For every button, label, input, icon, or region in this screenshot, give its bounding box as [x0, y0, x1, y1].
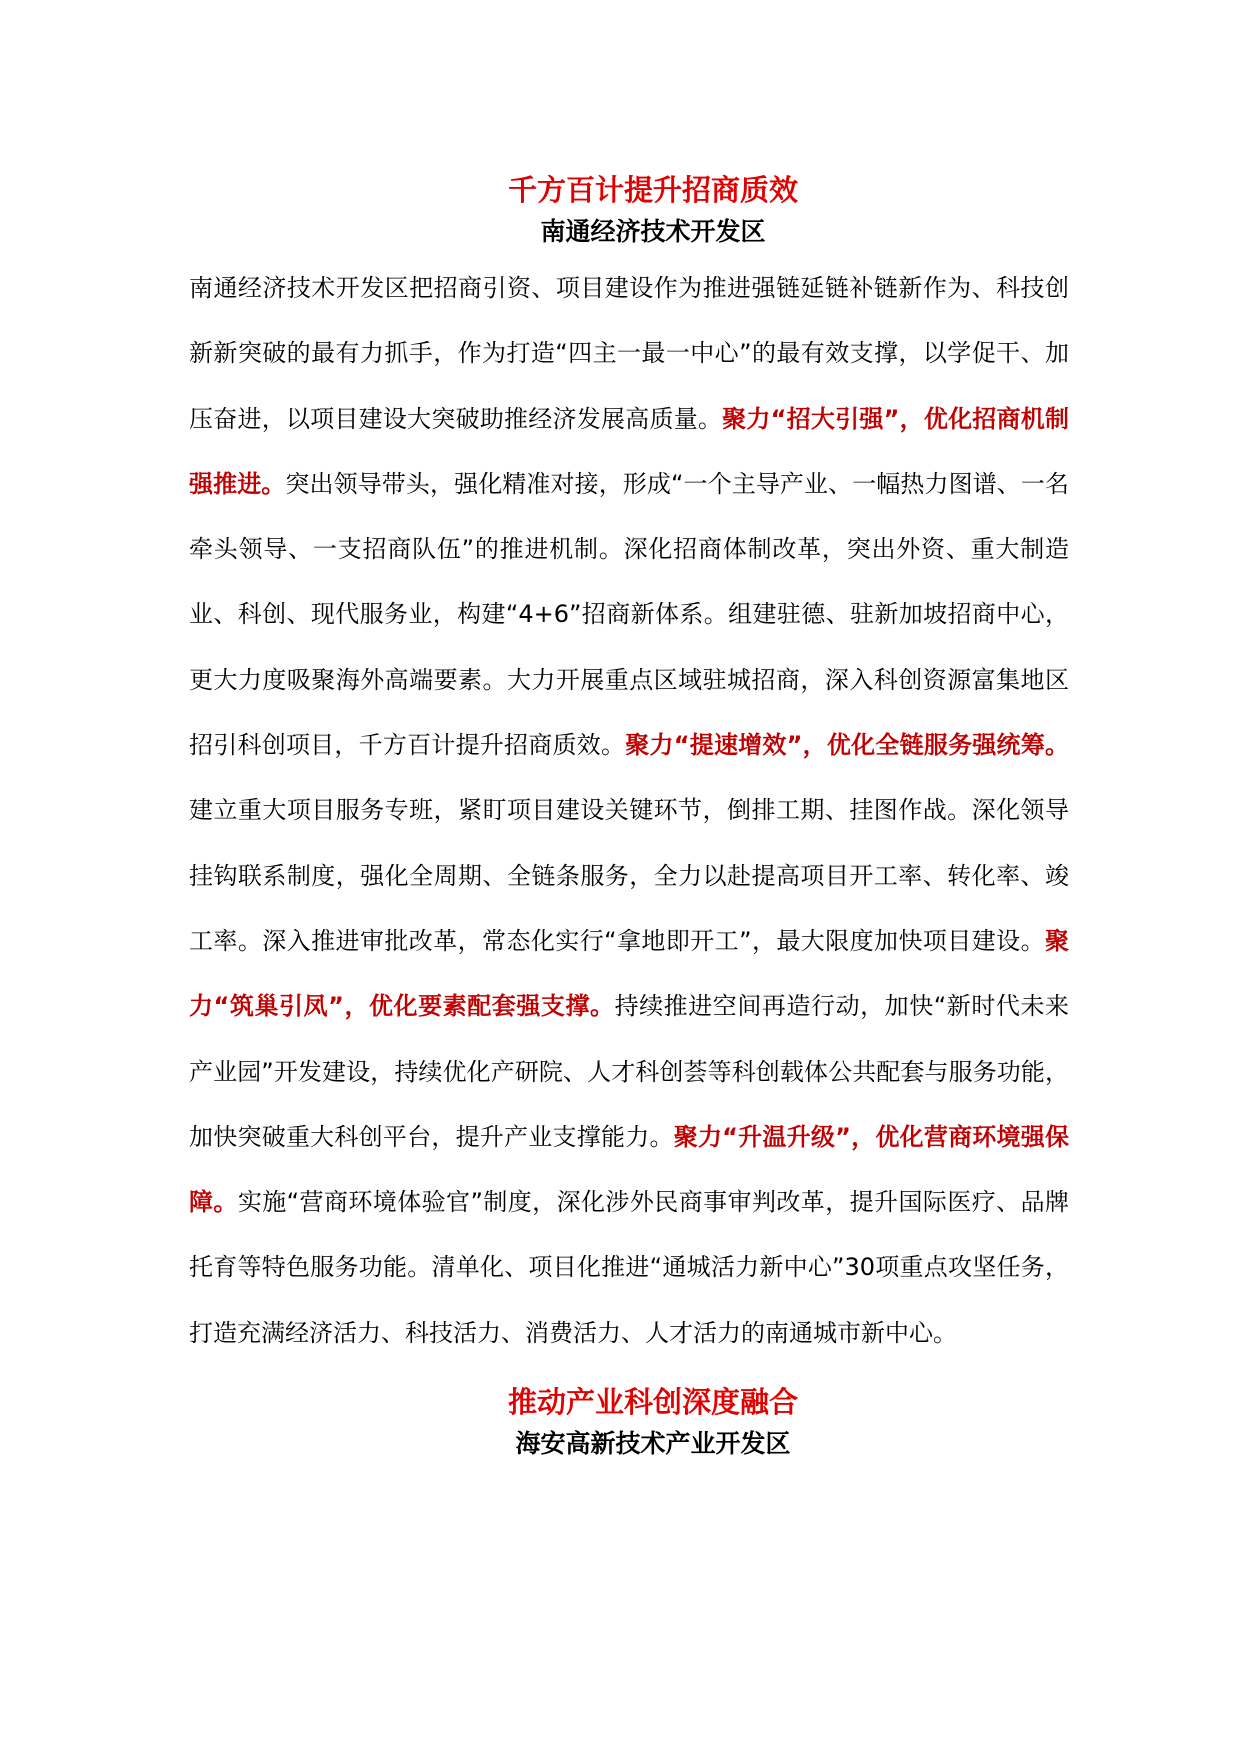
- highlight-heading: 聚力“筑巢引凤”，优化要素配套强支撑。: [189, 926, 1069, 1021]
- section-title: 推动产业科创深度融合: [507, 1385, 798, 1420]
- highlight-heading: 聚力“招大引强”，优化招商机制强推进。: [189, 404, 1070, 498]
- section-subtitle: 海安高新技术产业开发区: [515, 1429, 791, 1459]
- section-title: 千方百计提升招商质效: [507, 173, 798, 207]
- section-subtitle: 南通经济技术开发区: [540, 217, 766, 246]
- body-text-segment: 实施“营商环境体验官”制度，深化涉外民商事审判改革，提升国际医疗、品牌托育等特色服务功能。清单化、项目化推进“通城活力新中心”30项重点攻坚任务，打造充满经济活力、科技活力、消费活力、人才活力的南通城市新中心。: [189, 1188, 1069, 1347]
- body-text-segment: 建立重大项目服务专班，紧盯项目建设关键环节，倒排工期、挂图作战。深化领导挂钩联系制度，强化全周期、全链条服务，全力以赴提高项目开工率、转化率、竣工率。深入推进审批改革，常态化实行“拿地即开工”，最大限度加快项目建设。: [189, 796, 1069, 955]
- body-text-segment: 持续推进空间再造行动，加快“新时代未来产业园”开发建设，持续优化产研院、人才科创荟等科创载体公共配套与服务功能，加快突破重大科创平台，提升产业支撑能力。: [189, 992, 1070, 1151]
- document-page: [189, 168, 1069, 1468]
- section-2: [189, 1380, 1069, 1464]
- highlight-heading: 聚力“升温升级”，优化营商环境强保障。: [189, 1122, 1070, 1217]
- body-text-segment: 南通经济技术开发区把招商引资、项目建设作为推进强链延链补链新作为、科技创新新突破的最有力抓手，作为打造“四主一最一中心”的最有效支撑，以学促干、加压奋进，以项目建设大突破助推经济发展高质量。: [189, 274, 1069, 433]
- body-paragraph: [189, 256, 1069, 1366]
- highlight-heading: 聚力“提速增效”，优化全链服务强统筹。: [625, 731, 1070, 760]
- body-text-segment: 突出领导带头，强化精准对接，形成“一个主导产业、一幅热力图谱、一名牵头领导、一支招商队伍”的推进机制。深化招商体制改革，突出外资、重大制造业、科创、现代服务业，构建“4+6”招商新体系。组建驻德、驻新加坡招商中心，更大力度吸聚海外高端要素。大力开展重点区域驻城招商，深入科创资源富集地区招引科创项目，千方百计提升招商质效。: [189, 469, 1070, 760]
